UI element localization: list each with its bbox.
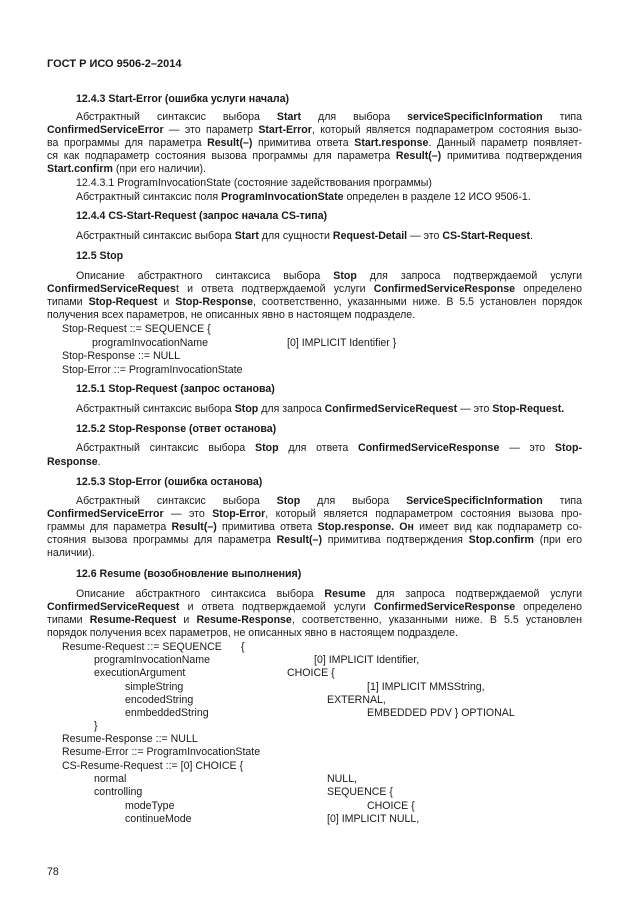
bold-term: Stop-Error [212, 508, 266, 520]
text-run: для запроса [258, 403, 325, 415]
code-type: NULL, [327, 773, 358, 785]
text-run: — это [407, 230, 443, 242]
code-line: Resume-Response ::= NULL [62, 733, 198, 745]
text-run: определено [515, 601, 582, 613]
bold-term: Resume-Response [196, 614, 292, 626]
code-line: Resume-Error ::= ProgramInvocationState [62, 746, 261, 758]
code-type: [1] IMPLICIT MMSString, [367, 681, 485, 693]
text-run: — это параметр [163, 124, 259, 136]
text-run: имеет вид как подпараметр со- [413, 521, 582, 533]
para-line [47, 163, 582, 176]
bold-term: Stop-Response [175, 296, 253, 308]
text-run: определен в разделе 12 ИСО 9506-1. [343, 191, 531, 203]
text-run: и [157, 296, 176, 308]
text-run: Абстрактный синтаксис выбора [76, 495, 277, 507]
text-run: для ответа [278, 442, 359, 454]
text-run: Абстрактный синтаксис выбора [76, 111, 277, 123]
bold-term: Result(–) [395, 150, 442, 162]
code-field: simpleString [125, 681, 184, 693]
code-line: Stop-Request ::= SEQUENCE { [62, 323, 211, 335]
text-run: для выбора [301, 111, 408, 123]
para-line [47, 508, 582, 521]
text-run: ва программы для параметра [47, 137, 208, 149]
subsection-heading: 12.4.3.1 ProgramInvocationState (состояние задействования программы) [76, 177, 432, 189]
text-run: примитива подтверждения [321, 534, 469, 546]
document-header: ГОСТ Р ИСО 9506-2–2014 [47, 58, 182, 70]
bold-term: ConfirmedServiceResponse [373, 601, 516, 613]
code-field: programInvocationName [94, 654, 210, 666]
bold-term: Result(–) [171, 521, 217, 533]
code-brace: } [94, 720, 98, 732]
para-line: наличии). [47, 547, 95, 559]
bold-term: ServiceSpecificInformation [406, 495, 543, 507]
bold-term: Stop.response. [317, 521, 395, 533]
text-run: типа [542, 111, 582, 123]
code-line: Stop-Error ::= ProgramInvocationState [62, 364, 243, 376]
text-run: и [176, 614, 197, 626]
section-heading-resume: 12.6 Resume (возобновление выполнения) [76, 568, 302, 580]
text-run: — это [499, 442, 555, 454]
text-run: , который является подпараметром состояния вызова про- [265, 508, 582, 520]
para-line [47, 521, 582, 534]
para-line [76, 191, 531, 204]
code-type: [0] IMPLICIT Identifier } [287, 337, 397, 349]
bold-term: Resume-Request [89, 614, 177, 626]
para-line [47, 601, 582, 614]
text-run: и ответа подтверждаемой услуги [179, 601, 374, 613]
text-run: для запроса подтверждаемой услуги [365, 588, 582, 600]
code-type: EXTERNAL, [327, 694, 386, 706]
text-run: — это [457, 403, 493, 415]
bold-term: CS-Start-Request [442, 230, 531, 242]
code-field: enmbeddedString [125, 707, 209, 719]
text-run: примитива подтверждения [441, 150, 582, 162]
text-run: . Данный параметр появляет- [428, 137, 582, 149]
text-run: типа [542, 495, 582, 507]
para-line [47, 442, 582, 455]
para-line [76, 230, 533, 243]
text-run: , соответственно, указанными ниже. В 5.5 установлен [291, 614, 583, 626]
para-line [47, 534, 582, 547]
text-run: примитива ответа [216, 521, 318, 533]
para-line [47, 588, 582, 601]
section-heading-cs-start-request: 12.4.4 CS-Start-Request (запрос начала CS-типа) [76, 210, 328, 222]
bold-term: Response [47, 456, 98, 468]
text-run: Описание абстрактного синтаксиса выбора [76, 270, 334, 282]
code-brace: { [241, 641, 245, 653]
para-line [76, 403, 564, 416]
code-field: normal [94, 773, 127, 785]
bold-term: Stop- [554, 442, 582, 454]
bold-term: Stop [333, 270, 357, 282]
bold-term: ConfirmedServiceError [47, 124, 164, 136]
code-type: [0] IMPLICIT NULL, [327, 813, 420, 825]
code-field: modeType [125, 800, 175, 812]
text-run: Описание абстрактного синтаксиса выбора [76, 588, 325, 600]
para-line [47, 137, 582, 150]
section-heading-start-error: 12.4.3 Start-Error (ошибка услуги начала) [76, 93, 290, 105]
bold-term: serviceSpecificInformation [407, 111, 543, 123]
para-line [47, 456, 582, 469]
bold-term: Result(–) [276, 534, 322, 546]
text-run: Абстрактный синтаксис поля [76, 191, 222, 203]
section-heading-stop-error: 12.5.3 Stop-Error (ошибка останова) [76, 476, 263, 488]
para-line [47, 296, 582, 309]
para-line [47, 614, 582, 627]
text-run: определено [515, 283, 582, 295]
text-run: типами [47, 614, 90, 626]
text-run: , который является подпараметром состояния вызо- [311, 124, 582, 136]
code-field: controlling [94, 786, 143, 798]
code-line: Stop-Response ::= NULL [62, 350, 181, 362]
text-run: стояния вызова программы для параметра [47, 534, 277, 546]
page-number: 78 [47, 866, 59, 878]
bold-term: ConfirmedServiceResponse [358, 442, 500, 454]
text-run: для запроса подтверждаемой услуги [356, 270, 582, 282]
code-field: programInvocationName [92, 337, 208, 349]
bold-term: Request-Detail [332, 230, 408, 242]
text-run: Абстрактный синтаксис выбора [76, 230, 235, 242]
bold-term: ProgramInvocationState [221, 191, 344, 203]
para-line [47, 150, 582, 163]
text-run: для сущности [258, 230, 333, 242]
para-line [47, 283, 582, 296]
code-type: EMBEDDED PDV } OPTIONAL [367, 707, 515, 719]
bold-term: Stop [255, 442, 279, 454]
text-run: . [530, 230, 533, 242]
para-line: порядок получения всех параметров, не описанных явно в настоящем подразделе. [47, 627, 458, 639]
bold-term: Stop.confirm [468, 534, 534, 546]
text-run: ся как подпараметр состояния вызова программы для параметра [47, 150, 396, 162]
bold-term: Start-Error [258, 124, 312, 136]
section-heading-stop: 12.5 Stop [76, 250, 124, 262]
bold-term: Stop [276, 495, 301, 507]
text-run: Абстрактный синтаксис выбора [76, 403, 235, 415]
para-line [47, 495, 582, 508]
text-run: . [97, 456, 101, 468]
para-line [47, 270, 582, 283]
bold-term: ConfirmedServiceReques [47, 283, 176, 295]
code-type: CHOICE { [287, 667, 335, 679]
para-line [47, 111, 582, 124]
bold-term: Stop [234, 403, 259, 415]
bold-term: Start.confirm [47, 163, 113, 175]
bold-term: Start.response [354, 137, 429, 149]
bold-term: Start [234, 230, 259, 242]
text-run: (при его [533, 534, 582, 546]
code-field: executionArgument [94, 667, 186, 679]
text-run: , соответственно, указанными ниже. В 5.5 установлен порядок [252, 296, 582, 308]
text-run: граммы для параметра [47, 521, 172, 533]
text-run: Абстрактный синтаксис выбора [76, 442, 256, 454]
para-line [47, 124, 582, 137]
code-type: [0] IMPLICIT Identifier, [314, 654, 420, 666]
bold-term: ConfirmedServiceResponse [373, 283, 516, 295]
bold-term: Он [394, 521, 414, 533]
text-run: — это [163, 508, 213, 520]
bold-term: ConfirmedServiceRequest [324, 403, 458, 415]
text-run: (при его наличии). [112, 163, 206, 175]
bold-term: Start [276, 111, 302, 123]
code-line: Resume-Request ::= SEQUENCE [62, 641, 222, 653]
bold-term: ConfirmedServiceError [47, 508, 164, 520]
text-run: t и ответа подтверждаемой услуги [175, 283, 374, 295]
text-run: для выбора [300, 495, 407, 507]
bold-term: Result(–) [207, 137, 253, 149]
code-field: continueMode [125, 813, 192, 825]
bold-term: Resume [324, 588, 366, 600]
code-type: SEQUENCE { [327, 786, 393, 798]
text-run: примитива ответа [252, 137, 355, 149]
code-type: CHOICE { [367, 800, 415, 812]
para-line: получения всех параметров, не описанных явно в настоящем подразделе. [47, 309, 416, 321]
text-run: типами [47, 296, 89, 308]
bold-term: Stop-Request [88, 296, 158, 308]
code-line: CS-Resume-Request ::= [0] CHOICE { [62, 760, 244, 772]
section-heading-stop-request: 12.5.1 Stop-Request (запрос останова) [76, 383, 275, 395]
section-heading-stop-response: 12.5.2 Stop-Response (ответ останова) [76, 423, 277, 435]
bold-term: Stop-Request. [492, 403, 565, 415]
code-field: encodedString [125, 694, 194, 706]
bold-term: ConfirmedServiceRequest [47, 601, 180, 613]
